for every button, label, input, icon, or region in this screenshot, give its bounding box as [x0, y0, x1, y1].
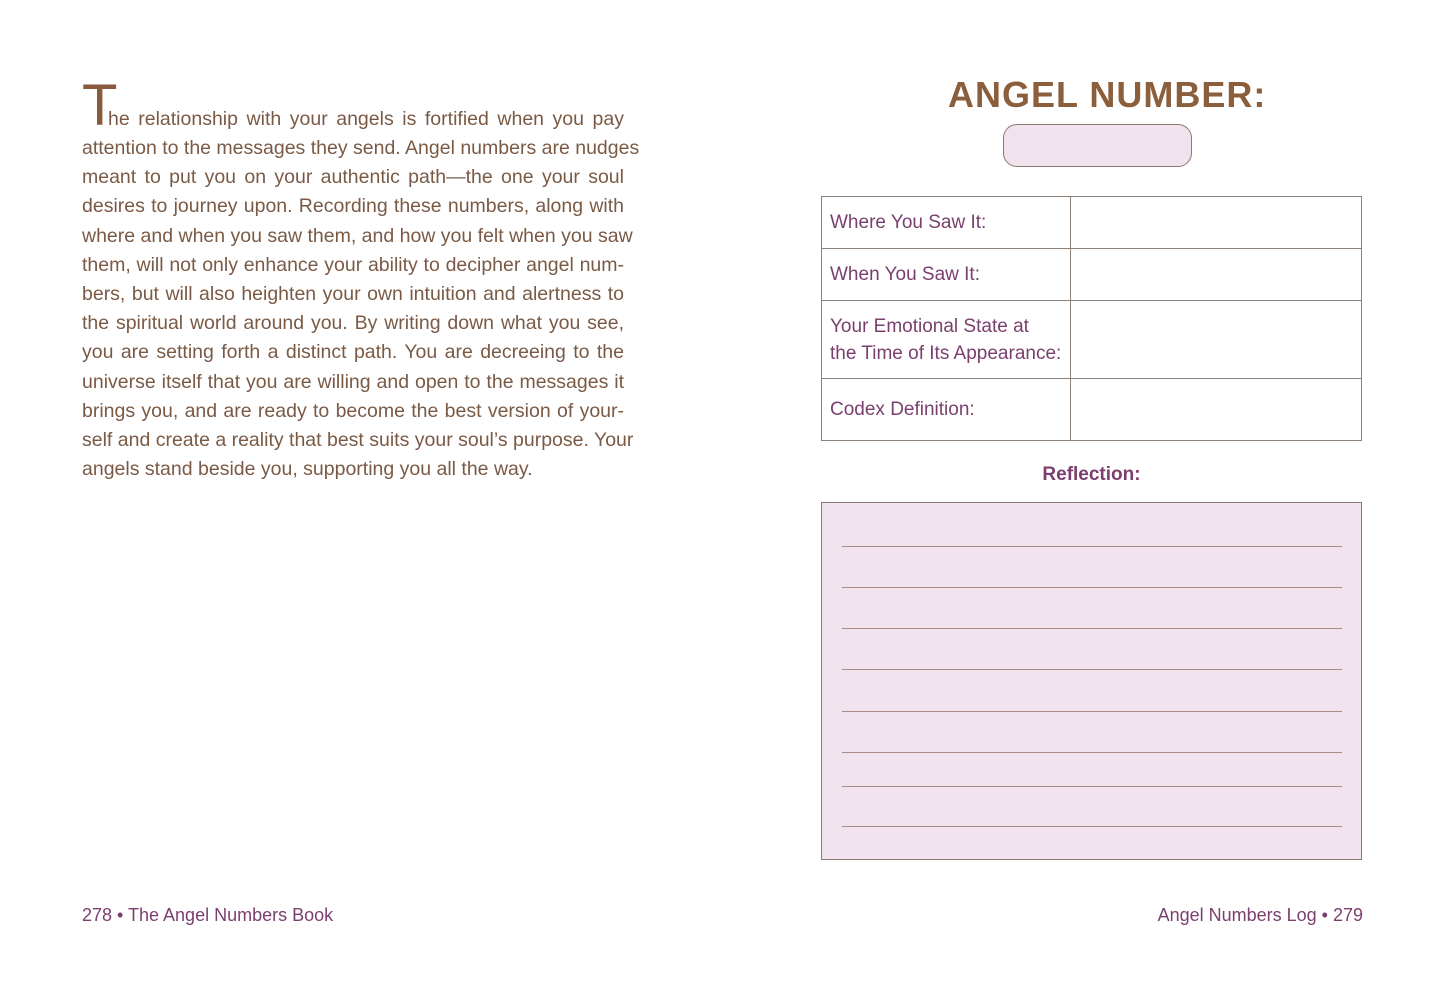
- intro-paragraph: [82, 73, 640, 484]
- table-row: [822, 301, 1362, 379]
- body-line: universe itself that you are willing and open to the messages it: [82, 370, 624, 393]
- left-page: [0, 0, 722, 985]
- reflection-field[interactable]: [821, 502, 1362, 860]
- drop-cap: T: [82, 73, 118, 138]
- body-line: angels stand beside you, supporting you all the way.: [82, 458, 533, 481]
- page-title: ANGEL NUMBER:: [948, 74, 1267, 115]
- body-line: where and when you saw them, and how you felt when you saw: [82, 224, 633, 247]
- table-row: [822, 197, 1362, 249]
- body-line: desires to journey upon. Recording these numbers, along with: [82, 195, 624, 218]
- right-page: [722, 0, 1445, 985]
- row-label: Codex Definition:: [822, 379, 1071, 441]
- writing-line: [842, 711, 1342, 712]
- row-label: Where You Saw It:: [822, 197, 1071, 249]
- when-field[interactable]: [1071, 249, 1362, 301]
- codex-definition-field[interactable]: [1071, 379, 1362, 441]
- writing-line: [842, 587, 1342, 588]
- body-line: the spiritual world around you. By writing down what you see,: [82, 312, 624, 335]
- body-line: attention to the messages they send. Angel numbers are nudges: [82, 137, 640, 159]
- body-line: them, will not only enhance your ability to decipher angel num-: [82, 253, 624, 276]
- row-label: When You Saw It:: [822, 249, 1071, 301]
- log-table: [821, 196, 1362, 441]
- body-line: meant to put you on your authentic path—the one your soul: [82, 166, 624, 189]
- writing-line: [842, 628, 1342, 629]
- writing-line: [842, 546, 1342, 547]
- body-line: bers, but will also heighten your own intuition and alertness to: [82, 282, 624, 305]
- reflection-label: Reflection:: [1042, 464, 1141, 485]
- page-footer-left: 278 • The Angel Numbers Book: [82, 905, 334, 925]
- row-label: Your Emotional State at the Time of Its Appearance:: [822, 301, 1071, 379]
- body-line: brings you, and are ready to become the best version of your-: [82, 399, 624, 422]
- body-line: you are setting forth a distinct path. You are decreeing to the: [82, 341, 624, 364]
- table-row: [822, 379, 1362, 441]
- body-line: self and create a reality that best suits your soul’s purpose. Your: [82, 428, 634, 451]
- writing-line: [842, 752, 1342, 753]
- emotional-state-field[interactable]: [1071, 301, 1362, 379]
- writing-line: [842, 786, 1342, 787]
- body-line: T he relationship with your angels is fortified when you pay: [82, 73, 624, 138]
- where-field[interactable]: [1071, 197, 1362, 249]
- writing-line: [842, 826, 1342, 827]
- writing-line: [842, 669, 1342, 670]
- table-row: [822, 249, 1362, 301]
- angel-number-field[interactable]: [1003, 124, 1192, 167]
- page-footer-right: Angel Numbers Log • 279: [1157, 905, 1363, 925]
